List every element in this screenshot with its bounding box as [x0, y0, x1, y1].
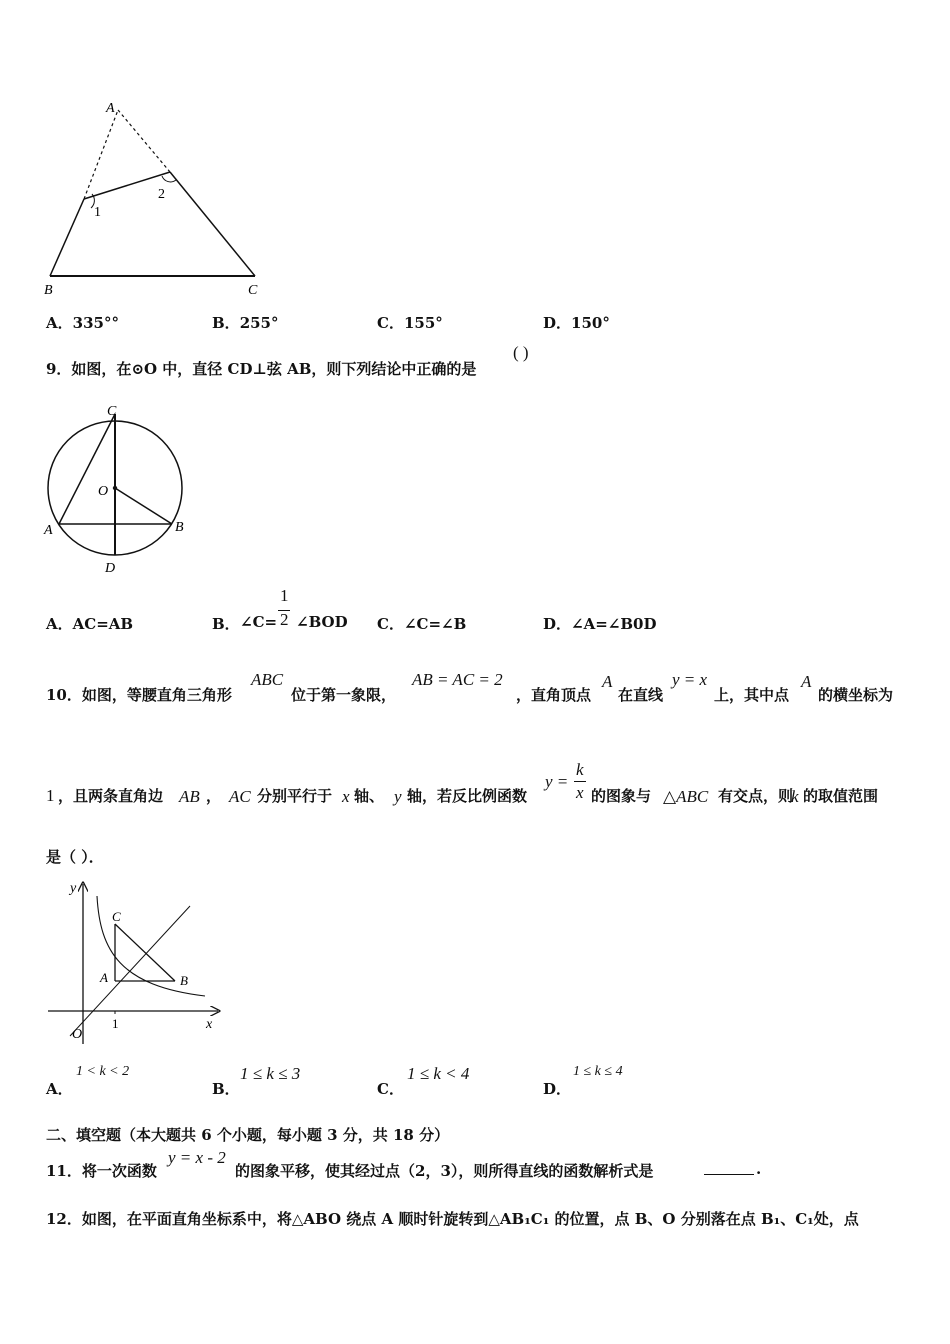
q9-option-a[interactable]: A．AC=AB	[46, 615, 134, 633]
fig10-label-y: y	[70, 881, 77, 896]
fig10-label-B: B	[180, 973, 188, 988]
q9-optb-numerator: 1	[280, 586, 289, 605]
q10-figure	[40, 876, 225, 1046]
q10-line2: 1 ，且两条直角边 AB ， AC 分别平行于 x 轴、 y 轴，若反比例函数 y = k x 的图象与 △ABC 有交点，则 k 的取值范围	[46, 760, 879, 806]
q8-figure	[40, 98, 270, 298]
q9-question: 9．如图，在⊙O 中，直径 CD⊥弦 AB，则下列结论中正确的是	[46, 360, 477, 378]
fig9-label-B: B	[175, 520, 184, 535]
q10-line1: 10．如图，等腰直角三角形 ABC 位于第一象限， AB = AC = 2 ，直角顶点 A 在直线 y = x 上，其中点 A 的横坐标为	[46, 670, 894, 704]
fig10-label-A: A	[100, 970, 108, 985]
fig9-label-C: C	[107, 404, 117, 419]
q12-question: 12．如图，在平面直角坐标系中，将△ABO 绕点 A 顺时针旋转到△AB₁C₁ 的位置，点 B、O 分别落在点 B₁、C₁处，点	[46, 1210, 859, 1228]
section2-title: 二、填空题（本大题共 6 个小题，每小题 3 分，共 18 分）	[46, 1126, 450, 1144]
q9-paren: ( )	[513, 343, 529, 362]
fig10-label-x: x	[206, 1017, 213, 1032]
fig9-label-D: D	[105, 561, 116, 576]
q9-optb-denominator: 2	[280, 610, 289, 629]
q8-option-d[interactable]: D．150°	[543, 314, 610, 332]
fig8-label-2: 2	[158, 187, 165, 202]
q10-option-d[interactable]: D． 1 ≤ k ≤ 4	[543, 1064, 623, 1098]
fig10-label-1: 1	[112, 1016, 119, 1031]
q8-option-c[interactable]: C．155°	[377, 314, 443, 332]
q9-option-c[interactable]: C．∠C=∠B	[377, 615, 467, 633]
q8-option-a[interactable]: A．335°°	[46, 314, 119, 332]
q10-option-c[interactable]: C． 1 ≤ k < 4	[377, 1064, 470, 1098]
q10-line3: 是（ ）．	[46, 848, 104, 866]
q9-figure	[40, 400, 200, 576]
fig8-label-A: A	[106, 101, 115, 116]
q10-option-b[interactable]: B． 1 ≤ k ≤ 3	[212, 1064, 301, 1098]
q11-answer-blank[interactable]	[704, 1160, 754, 1175]
q9-option-d[interactable]: D．∠A=∠B0D	[543, 615, 657, 633]
q8-option-b[interactable]: B．255°	[212, 314, 279, 332]
fig9-label-A: A	[44, 523, 53, 538]
fig9-label-O: O	[98, 484, 109, 499]
fig10-label-O: O	[72, 1027, 83, 1042]
fig8-label-1: 1	[94, 205, 101, 220]
fig10-label-C: C	[112, 909, 121, 924]
q11-line: 11．将一次函数 y = x - 2 的图象平移，使其经过点（2，3），则所得直线的函数解析式是 .	[46, 1148, 762, 1180]
q10-option-a[interactable]: A． 1 < k < 2	[46, 1064, 130, 1098]
fig8-label-C: C	[248, 283, 258, 298]
fig8-label-B: B	[44, 283, 53, 298]
